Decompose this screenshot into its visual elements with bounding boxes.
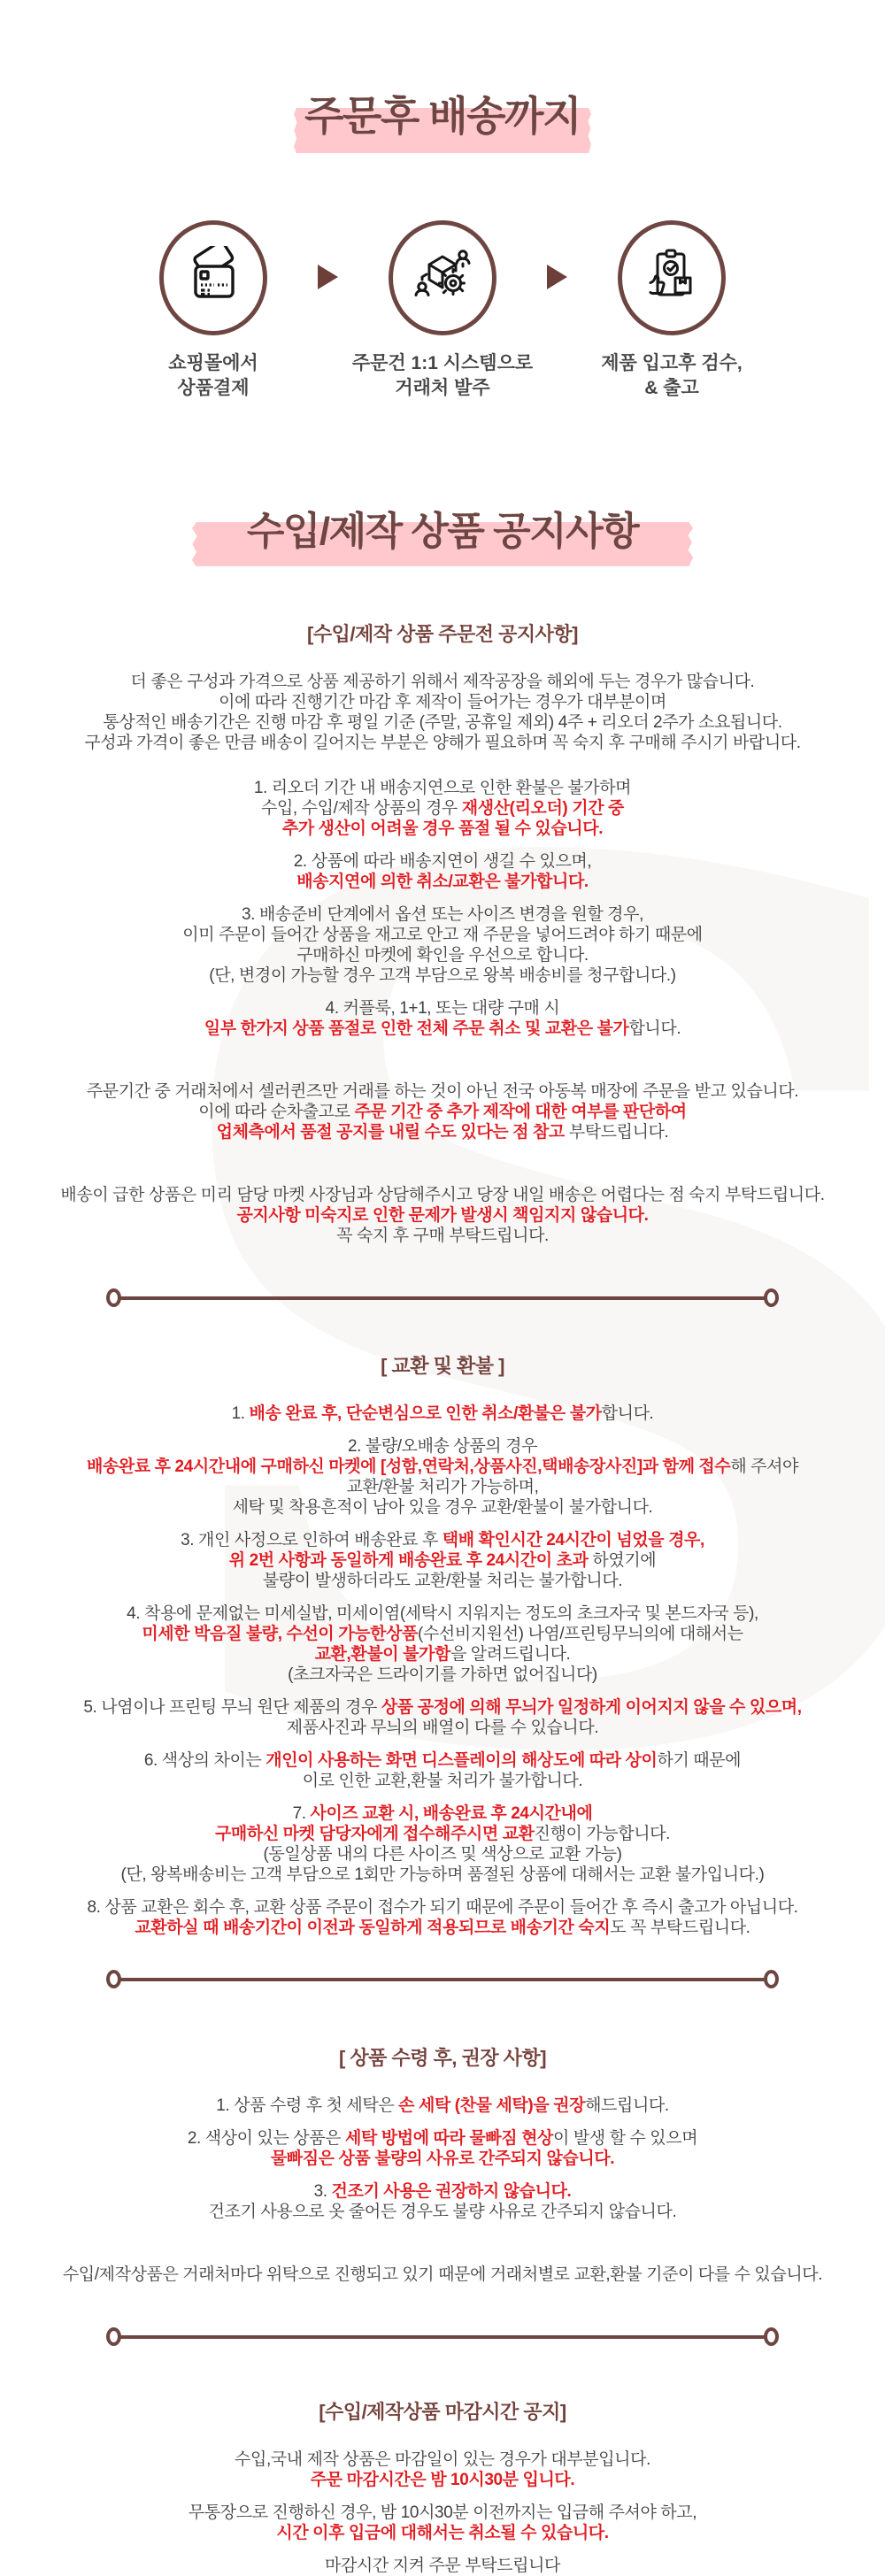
notice-line: 마감시간 지켜 주문 부탁드립니다 (325, 2557, 560, 2576)
step-label-line1: 쇼핑몰에서 (168, 353, 258, 373)
notice-line: 8. 상품 교환은 회수 후, 교환 상품 주문이 접수가 되기 때문에 주문이 들어간 후 즉시 출고가 아닙니다. (87, 1898, 798, 1918)
notice-block (0, 1081, 885, 1142)
step-label-line2: 거래처 발주 (395, 377, 490, 398)
notice-line: 2. 불량/오배송 상품의 경우 (347, 1437, 538, 1457)
arrow-right-icon (318, 265, 338, 289)
notice-line: 4. 착용에 문제없는 미세실밥, 미세이염(세탁시 지워지는 정도의 초크자국 및 본드자국 등), (127, 1604, 758, 1624)
page-title-highlight: 주문후 배송까지 (301, 84, 584, 142)
notice-line: 주문 마감시간은 밤 10시30분 입니다. (310, 2471, 575, 2490)
notice-line: 더 좋은 구성과 가격으로 상품 제공하기 위해서 제작공장을 해외에 두는 경우가 많습니다. (130, 673, 755, 692)
step-label-line1: 주문건 1:1 시스템으로 (351, 353, 534, 373)
section-deadline-notice (0, 2397, 885, 2576)
notice-line: 꼭 숙지 후 구매 부탁드립니다. (336, 1226, 549, 1246)
notice-block (0, 1897, 885, 1938)
notice-line: 세탁 및 착용흔적이 남아 있을 경우 교환/환불이 불가합니다. (232, 1498, 653, 1518)
notice-line: 불량이 발생하더라도 교환/환불 처리는 불가합니다. (262, 1572, 623, 1591)
notice-line: (초크자국은 드라이기를 가하면 없어집니다) (288, 1665, 597, 1685)
notice-block (0, 1530, 885, 1591)
step-circle (618, 220, 726, 335)
notice-line: 통상적인 배송기간은 진행 마감 후 평일 기준 (주말, 공휴일 제외) 4주 + 리오더 2주가 소요됩니다. (103, 713, 782, 733)
step-circle (389, 220, 496, 335)
notice-line: 1. 리오더 기간 내 배송지연으로 인한 환불은 불가하며 (253, 779, 632, 798)
order-process-steps (0, 220, 885, 400)
notice-block (0, 2503, 885, 2543)
inspection-shipping-icon (640, 246, 704, 310)
section-pre-order-notice (0, 619, 885, 1246)
divider-end-ring (764, 2327, 779, 2346)
step-label (352, 351, 533, 400)
notice-line: 공지사항 미숙지로 인한 문제가 발생시 책임지지 않습니다. (236, 1206, 649, 1226)
step-label-line1: 제품 입고후 검수, (601, 353, 743, 373)
notice-line: 1. 상품 수령 후 첫 세탁은 손 세탁 (찬물 세탁)을 권장해드립니다. (216, 2096, 669, 2116)
notice-line: 배송이 급한 상품은 미리 담당 마켓 사장님과 상담해주시고 당장 내일 배송은 어렵다는 점 숙지 부탁드립니다. (60, 1186, 825, 1205)
notice-block (0, 2095, 885, 2116)
notice-line: (단, 변경이 가능할 경우 고객 부담으로 왕복 배송비를 청구합니다.) (209, 966, 676, 986)
divider-line (119, 2335, 766, 2339)
notice-line: 위 2번 사항과 동일하게 배송완료 후 24시간이 초과 하였기에 (228, 1551, 657, 1571)
notice-line: 2. 색상이 있는 상품은 세탁 방법에 따라 물빠짐 현상이 발생 할 수 있으며 (187, 2129, 698, 2149)
divider-line (119, 1296, 766, 1300)
step-payment (109, 220, 318, 400)
notice-line: 교환,환불이 불가함을 알려드립니다. (314, 1645, 571, 1665)
notice-banner-title (0, 499, 885, 556)
notice-line: 물빠짐은 상품 불량의 사유로 간주되지 않습니다. (270, 2149, 615, 2169)
divider-end-ring (764, 1970, 779, 1988)
notice-line: 미세한 박음질 불량, 수선이 가능한상품(수선비지원선) 나염/프린팅무늬의에 대해서는 (142, 1625, 743, 1644)
section-blocks (0, 672, 885, 1246)
step-label (168, 351, 258, 400)
notice-block (0, 778, 885, 839)
notice-line: 업체측에서 품절 공지를 내릴 수도 있다는 점 참고 부탁드립니다. (216, 1123, 669, 1142)
section-heading: [ 교환 및 환불 ] (381, 1355, 504, 1378)
notice-block (0, 998, 885, 1039)
notice-line: 구매하신 마켓 담당자에게 접수해주시면 교환진행이 가능합니다. (214, 1825, 671, 1844)
step-order-system (338, 220, 547, 400)
notice-block (0, 1803, 885, 1885)
section-heading: [수입/제작상품 마감시간 공지] (319, 2401, 566, 2424)
notice-line: 이로 인한 교환,환불 처리가 불가합니다. (302, 1772, 583, 1791)
divider-line (119, 1978, 766, 1981)
notice-block (0, 1697, 885, 1738)
section-blocks (0, 2095, 885, 2285)
notice-line: 일부 한가지 상품 품절로 인한 전체 주문 취소 및 교환은 불가합니다. (204, 1019, 681, 1039)
notice-line: 주문기간 중 거래처에서 셀러퀸즈만 거래를 하는 것이 아닌 전국 아동복 매장에 주문을 받고 있습니다. (86, 1082, 799, 1102)
notice-line: 제품사진과 무늬의 배열이 다를 수 있습니다. (286, 1719, 599, 1738)
notice-block (0, 1403, 885, 1424)
notice-line: 구매하신 마켓에 확인을 우선으로 합니다. (296, 946, 589, 965)
step-label (601, 351, 743, 400)
notice-block (0, 1436, 885, 1518)
step-label-line2: & 출고 (644, 377, 699, 398)
step-label-line2: 상품결제 (177, 377, 250, 398)
notice-block (0, 2128, 885, 2169)
section-blocks (0, 2449, 885, 2576)
notice-line: 배송지연에 의한 취소/교환은 불가합니다. (296, 873, 589, 892)
notice-block (0, 672, 885, 753)
section-heading: [수입/제작 상품 주문전 공지사항] (307, 623, 578, 646)
notice-line: 이에 따라 순차출고로 주문 기간 중 추가 제작에 대한 여부를 판단하여 (198, 1103, 687, 1122)
section-divider (106, 2327, 779, 2346)
notice-line: 수입, 수입/제작 상품의 경우 재생산(리오더) 기간 중 (261, 799, 624, 819)
section-blocks (0, 1403, 885, 1938)
section-divider (106, 1970, 779, 1988)
notice-banner-highlight: 수입/제작 상품 공지사항 (243, 499, 642, 556)
notice-line: 1. 배송 완료 후, 단순변심으로 인한 취소/환불은 불가합니다. (231, 1404, 654, 1424)
notice-block (0, 904, 885, 986)
notice-line: 배송완료 후 24시간내에 구매하신 마켓에 [성함,연락처,상품사진,택배송장사진]과 함께 접수해 주셔야 (86, 1457, 799, 1477)
notice-line: 교환하실 때 배송기간이 이전과 동일하게 적용되므로 배송기간 숙지도 꼭 부탁드립니다. (135, 1919, 750, 1938)
step-inspection-shipping (567, 220, 776, 400)
divider-end-ring (764, 1288, 779, 1307)
page-title (0, 0, 885, 142)
notice-line: 수입/제작상품은 거래처마다 위탁으로 진행되고 있기 때문에 거래처별로 교환,환불 기준이 다를 수 있습니다. (62, 2265, 823, 2285)
notice-line: 건조기 사용으로 옷 줄어든 경우도 불량 사유로 간주되지 않습니다. (208, 2203, 677, 2222)
step-circle (159, 220, 267, 335)
notice-line: 6. 색상의 차이는 개인이 사용하는 화면 디스플레이의 해상도에 따라 상이하기 때문에 (143, 1751, 742, 1771)
notice-block (0, 851, 885, 892)
notice-line: 3. 개인 사정으로 인하여 배송완료 후 택배 확인시간 24시간이 넘었을 경우, (181, 1531, 704, 1550)
credit-card-icon (181, 246, 245, 310)
notice-line: 시간 이후 입금에 대해서는 취소될 수 있습니다. (276, 2524, 609, 2543)
notice-block (0, 2265, 885, 2285)
notice-line: 2. 상품에 따라 배송지연이 생길 수 있으며, (293, 852, 592, 872)
section-heading: [ 상품 수령 후, 권장 사항] (338, 2047, 547, 2070)
notice-line: 교환/환불 처리가 가능하며, (346, 1478, 539, 1497)
notice-block (0, 1750, 885, 1791)
notice-line: 3. 배송준비 단계에서 옵션 또는 사이즈 변경을 원할 경우, (242, 905, 643, 925)
section-divider (106, 1288, 779, 1307)
notice-line: 수입,국내 제작 상품은 마감일이 있는 경우가 대부분입니다. (235, 2450, 650, 2470)
order-system-icon (411, 246, 474, 310)
notice-line: 이에 따라 진행기간 마감 후 제작이 들어가는 경우가 대부분이며 (219, 693, 666, 712)
section-after-receipt (0, 2043, 885, 2285)
notice-block (0, 2181, 885, 2222)
notice-line: 이미 주문이 들어간 상품을 재고로 안고 재 주문을 넣어드려야 하기 때문에 (182, 926, 703, 945)
notice-block (0, 1185, 885, 1246)
notice-line: 추가 생산이 어려울 경우 품절 될 수 있습니다. (281, 819, 604, 839)
section-exchange-refund (0, 1351, 885, 1938)
notice-line: 구성과 가격이 좋은 만큼 배송이 길어지는 부분은 양해가 필요하며 꼭 숙지 후 구매해 주시기 바랍니다. (84, 734, 801, 753)
notice-line: (동일상품 내의 다른 사이즈 및 색상으로 교환 가능) (263, 1845, 622, 1865)
notice-block (0, 1603, 885, 1685)
notice-line: 무통장으로 진행하신 경우, 밤 10시30분 이전까지는 입금해 주셔야 하고, (188, 2503, 697, 2523)
notice-line: 5. 나염이나 프린팅 무늬 원단 제품의 경우 상품 공정에 의해 무늬가 일정하게 이어지지 않을 수 있으며, (83, 1698, 802, 1718)
notice-line: 4. 커플룩, 1+1, 또는 대량 구매 시 (325, 999, 560, 1019)
notice-line: (단, 왕복배송비는 고객 부담으로 1회만 가능하며 품절된 상품에 대해서는 교환 불가입니다.) (120, 1865, 765, 1885)
arrow-right-icon (547, 265, 567, 289)
notice-line: 7. 사이즈 교환 시, 배송완료 후 24시간내에 (292, 1804, 593, 1824)
notice-block (0, 2449, 885, 2490)
notice-line: 3. 건조기 사용은 권장하지 않습니다. (313, 2182, 572, 2202)
